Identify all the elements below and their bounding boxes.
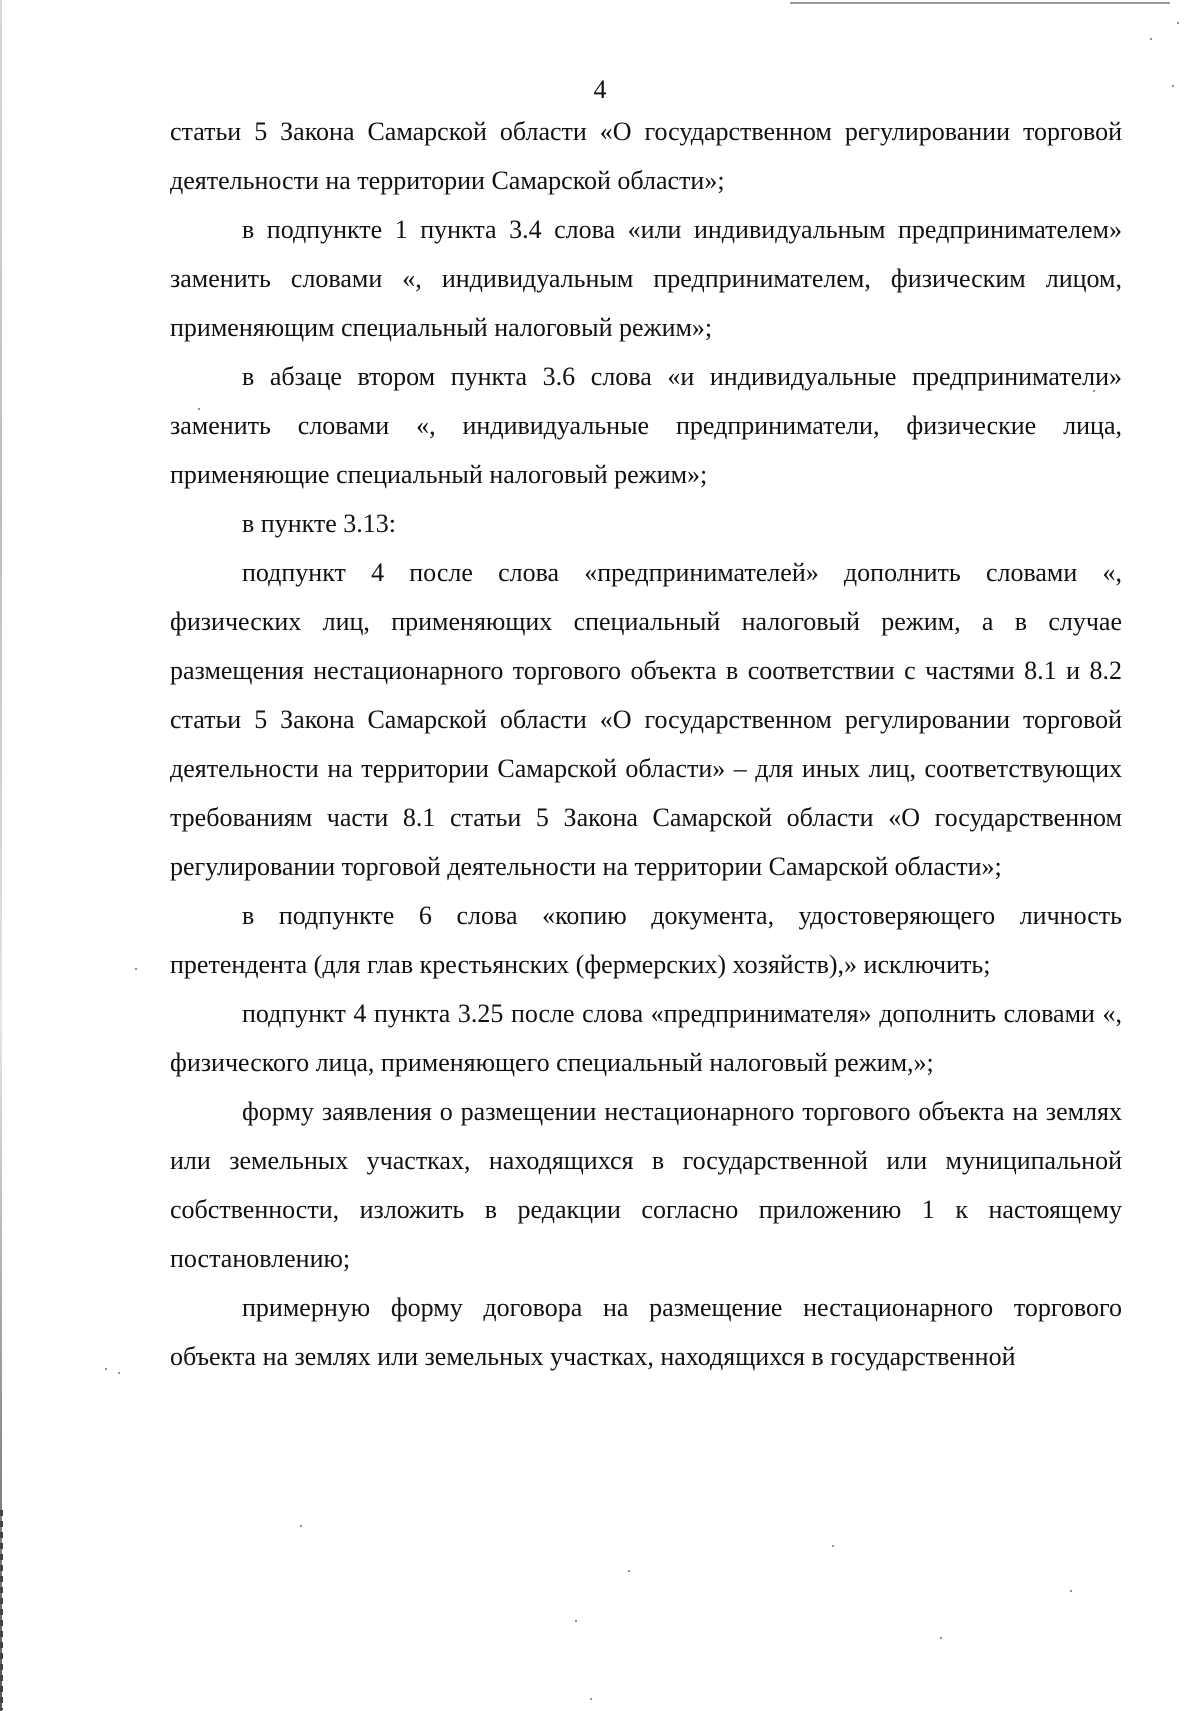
scan-speck [118,1372,120,1374]
paragraph: в подпункте 1 пункта 3.4 слова «или индивидуальным предпринимателем» заменить словами «, индивидуальным предпринимателем, физическим лицом, применяющим специальный налоговый режим»; [170,215,1122,342]
scan-edge-left-dash [0,1510,3,1710]
paragraph: статьи 5 Закона Самарской области «О государственном регулировании торговой деятельности на территории Самарской области»; [170,117,1122,195]
scan-speck [1070,1590,1072,1592]
paragraph: в подпункте 6 слова «копию документа, удостоверяющего личность претендента (для глав крестьянских (фермерских) хозяйств),» исключить; [170,901,1122,979]
scan-speck [105,1368,107,1370]
scan-speck [832,1545,834,1547]
paragraph: подпункт 4 после слова «предпринимателей» дополнить словами «, физических лиц, применяющих специальный налоговый режим, а в случае размещения нестационарного торгового объекта в соответствии с частями 8.1 и 8.2 статьи 5 Закона Самарской области «О государственном регулировании торговой деятельности на территории Самарской области» – для иных лиц, соответствующих требованиям части 8.1 статьи 5 Закона Самарской области «О государственном регулировании торговой деятельности на территории Самарской области»; [170,558,1122,881]
paragraph: в пункте 3.13: [242,509,397,538]
page-number: 4 [593,75,607,104]
paragraph: в абзаце втором пункта 3.6 слова «и индивидуальные предприниматели» заменить словами «, индивидуальные предприниматели, физические лица, применяющие специальный налоговый режим»; [170,362,1122,489]
scan-speck [940,1637,942,1639]
scan-speck [300,1525,302,1527]
scan-line-top [790,2,1170,4]
scan-speck [1150,38,1152,40]
paragraph: форму заявления о размещении нестационарного торгового объекта на землях или земельных участках, находящихся в государственной или муниципальной собственности, изложить в редакции согласно приложению 1 к настоящему постановлению; [170,1097,1122,1273]
paragraph: примерную форму договора на размещение нестационарного торгового объекта на землях или земельных участках, находящихся в государственной [170,1293,1122,1371]
scan-edge-left [0,0,2,1711]
paragraph: подпункт 4 пункта 3.25 после слова «предпринимателя» дополнить словами «, физического лица, применяющего специальный налоговый режим,»; [170,999,1122,1077]
scan-speck [135,968,137,970]
scan-speck [575,1620,577,1622]
scan-speck [628,1570,630,1572]
scan-speck [1177,22,1179,24]
document-body [170,107,1122,1381]
scan-speck [590,1698,592,1700]
